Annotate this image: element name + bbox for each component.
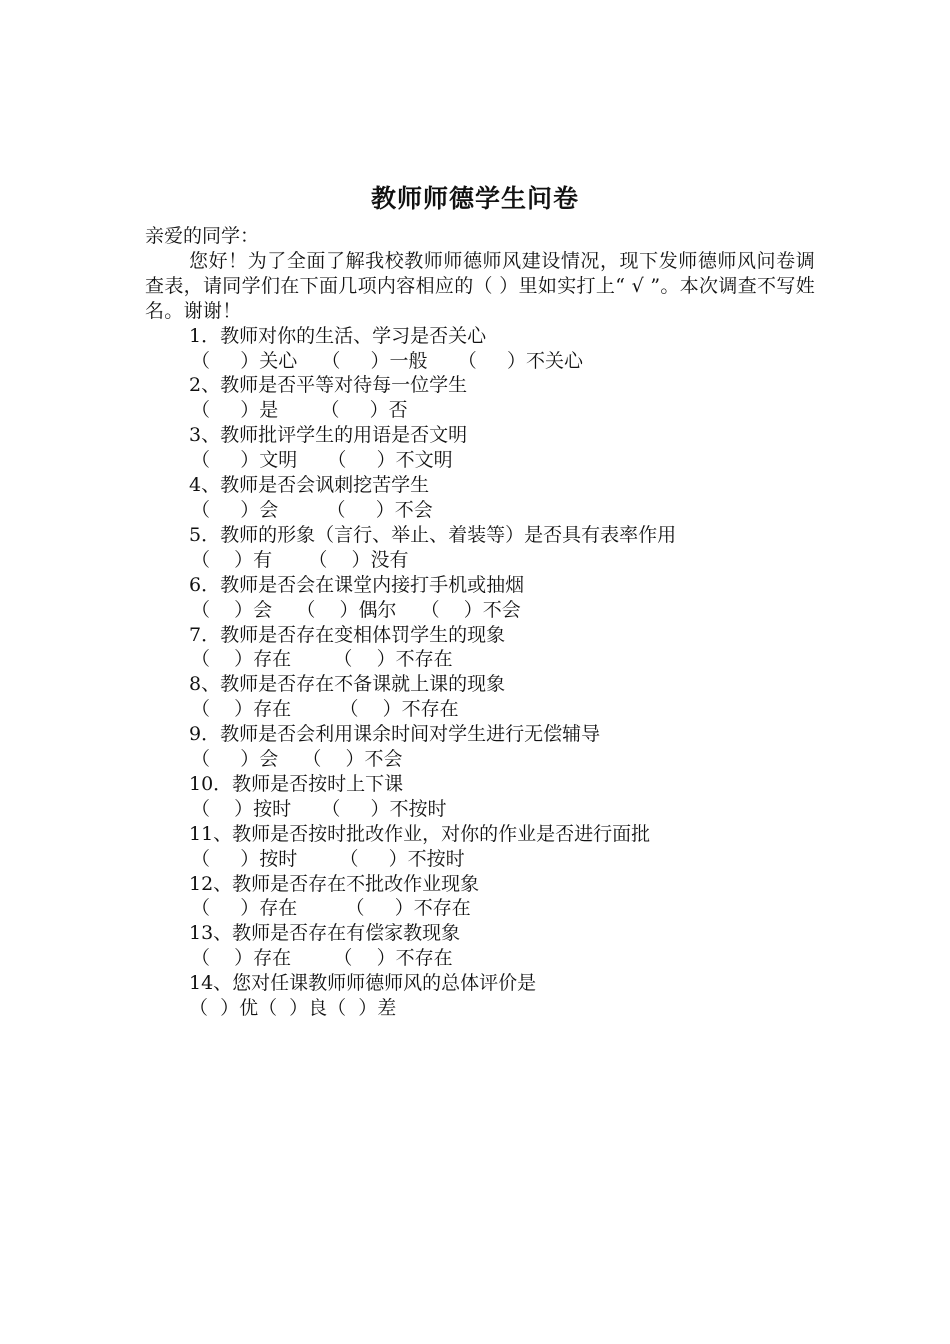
question-item	[145, 324, 815, 374]
answer-options: （ ）会 （ ）不会	[191, 748, 403, 771]
answer-options: （ ）会 （ ）不会	[191, 498, 433, 521]
question-text: 11、教师是否按时批改作业，对你的作业是否进行面批	[189, 822, 651, 845]
question-item	[145, 523, 815, 573]
question-item	[145, 473, 815, 523]
answer-options: （ ）按时 （ ）不按时	[191, 847, 465, 870]
answer-options: （ ）是 （ ）否	[191, 399, 408, 422]
intro-paragraph: 您好！为了全面了解我校教师师德师风建设情况，现下发师德师风问卷调查表，请同学们在下面几项内容相应的（ ）里如实打上“ √ ”。本次调查不写姓名。谢谢！	[145, 249, 815, 322]
question-text: 4、教师是否会讽刺挖苦学生	[189, 474, 430, 497]
question-item	[145, 373, 815, 423]
question-item	[145, 971, 815, 1021]
question-item	[145, 921, 815, 971]
question-text: 12、教师是否存在不批改作业现象	[189, 872, 480, 895]
answer-options: （ ）关心 （ ）一般 （ ）不关心	[191, 349, 583, 372]
answer-options: （ ）存在 （ ）不存在	[191, 947, 453, 970]
question-item	[145, 772, 815, 822]
question-text: 7．教师是否存在变相体罚学生的现象	[189, 623, 506, 646]
document-body	[145, 224, 815, 1021]
question-text: 3、教师批评学生的用语是否文明	[189, 424, 468, 447]
question-item	[145, 822, 815, 872]
answer-options: （ ）有 （ ）没有	[191, 548, 409, 571]
question-text: 5．教师的形象（言行、举止、着装等）是否具有表率作用	[189, 523, 677, 546]
salutation: 亲爱的同学：	[145, 225, 260, 247]
question-text: 1．教师对你的生活、学习是否关心	[189, 324, 487, 347]
question-text: 10．教师是否按时上下课	[189, 772, 404, 795]
question-item	[145, 423, 815, 473]
answer-options: （ ）文明 （ ）不文明	[191, 449, 453, 472]
answer-options: （ ）存在 （ ）不存在	[191, 698, 459, 721]
question-text: 8、教师是否存在不备课就上课的现象	[189, 673, 506, 696]
answer-options: （ ）存在 （ ）不存在	[191, 897, 471, 920]
question-text: 13、教师是否存在有偿家教现象	[189, 922, 461, 945]
document-title: 教师师德学生问卷	[370, 184, 579, 213]
question-item	[145, 722, 815, 772]
question-text: 6．教师是否会在课堂内接打手机或抽烟	[189, 573, 525, 596]
answer-options: （ ）按时 （ ）不按时	[191, 797, 447, 820]
question-text: 9．教师是否会利用课余时间对学生进行无偿辅导	[189, 723, 601, 746]
question-item	[145, 623, 815, 673]
question-text: 14、您对任课教师师德师风的总体评价是	[189, 972, 537, 995]
question-item	[145, 672, 815, 722]
question-item	[145, 872, 815, 922]
question-list	[145, 324, 815, 1021]
answer-options: （ ）优（ ）良（ ）差	[189, 997, 397, 1020]
question-text: 2、教师是否平等对待每一位学生	[189, 374, 468, 397]
answer-options: （ ）存在 （ ）不存在	[191, 648, 453, 671]
answer-options: （ ）会 （ ）偶尔 （ ）不会	[191, 598, 521, 621]
question-item	[145, 573, 815, 623]
